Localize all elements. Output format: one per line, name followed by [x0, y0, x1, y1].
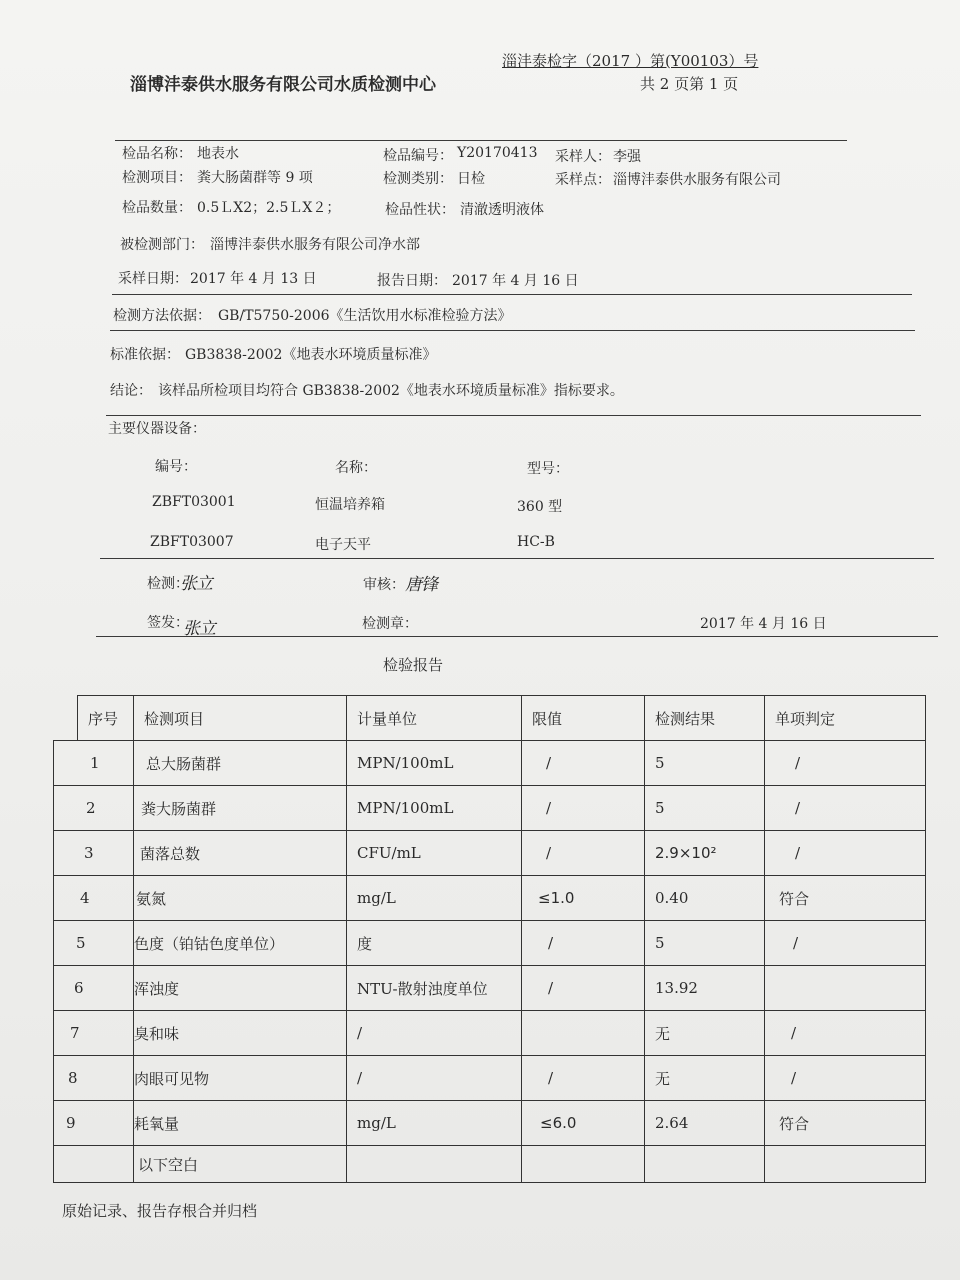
- cell-empty: [765, 1146, 926, 1183]
- table-row: [54, 786, 926, 831]
- divider-6: [96, 636, 938, 637]
- items: 粪大肠菌群等 9 项: [197, 170, 313, 186]
- cell-no: 5: [54, 921, 134, 966]
- cell-limit: [522, 1011, 645, 1056]
- cell-judge: /: [765, 1056, 926, 1101]
- tester-label: 检测：: [147, 576, 189, 592]
- cell-empty: [522, 1146, 645, 1183]
- divider-top: [115, 140, 847, 141]
- cell-no: 7: [54, 1011, 134, 1056]
- cell-item: 粪大肠菌群: [134, 786, 347, 831]
- cell-result: 5: [645, 921, 765, 966]
- divider-4: [106, 415, 921, 416]
- cell-limit: ≤6.0: [522, 1101, 645, 1146]
- cell-result: 0.40: [645, 876, 765, 921]
- test-type: 日检: [457, 171, 485, 187]
- cell-limit: /: [522, 831, 645, 876]
- sample-no-label: 检品编号：: [383, 148, 453, 164]
- method: GB/T5750-2006《生活饮用水标准检验方法》: [218, 308, 512, 324]
- standard: GB3838-2002《地表水环境质量标准》: [185, 347, 437, 363]
- cell-unit: /: [347, 1056, 522, 1101]
- sampling-date: 2017 年 4 月 13 日: [190, 271, 317, 287]
- cell-limit: /: [522, 921, 645, 966]
- equipment-row-no: ZBFT03007: [150, 534, 234, 550]
- sampling-point: 淄博沣泰供水服务有限公司: [613, 172, 781, 188]
- cell-empty: [645, 1146, 765, 1183]
- dept: 淄博沣泰供水服务有限公司净水部: [210, 237, 420, 253]
- cell-item: 氨氮: [134, 876, 347, 921]
- report-date-label: 报告日期：: [377, 273, 447, 289]
- equipment-col-model: 型号：: [527, 461, 569, 477]
- cell-result: 2.64: [645, 1101, 765, 1146]
- tester-signature: 张立: [180, 574, 212, 594]
- reviewer-label: 审核：: [363, 577, 405, 593]
- cell-judge: /: [765, 786, 926, 831]
- sign-date: 2017 年 4 月 16 日: [700, 616, 827, 632]
- cell-unit: MPN/100mL: [347, 786, 522, 831]
- cell-item: 总大肠菌群: [134, 741, 347, 786]
- cell-no: 2: [54, 786, 134, 831]
- report-number: 淄沣泰检字（2017 ）第(Y00103）号: [502, 52, 759, 70]
- issuer-signature: 张立: [183, 619, 215, 639]
- cell-item: 臭和味: [134, 1011, 347, 1056]
- sampler: 李强: [613, 149, 641, 165]
- equipment-col-no: 编号：: [155, 459, 197, 475]
- cell-unit: CFU/mL: [347, 831, 522, 876]
- blank-note: 以下空白: [134, 1146, 347, 1183]
- table-row: [54, 1101, 926, 1146]
- col-header: 限值: [522, 696, 645, 741]
- cell-result: 无: [645, 1056, 765, 1101]
- cell-item: 菌落总数: [134, 831, 347, 876]
- report-date: 2017 年 4 月 16 日: [452, 273, 579, 289]
- table-row: [54, 1011, 926, 1056]
- equipment-row-name: 恒温培养箱: [315, 497, 385, 513]
- cell-limit: /: [522, 1056, 645, 1101]
- cell-unit: MPN/100mL: [347, 741, 522, 786]
- cell-result: 2.9×10²: [645, 831, 765, 876]
- cell-limit: /: [522, 786, 645, 831]
- cell-item: 耗氧量: [134, 1101, 347, 1146]
- col-header: 序号: [78, 696, 134, 741]
- method-label: 检测方法依据：: [113, 308, 211, 324]
- table-row-blank: [54, 1146, 926, 1183]
- cell-judge: /: [765, 741, 926, 786]
- col-header: 计量单位: [347, 696, 522, 741]
- cell-no: 9: [54, 1101, 134, 1146]
- sample-name-label: 检品名称：: [122, 146, 192, 162]
- page-info: 共 2 页第 1 页: [640, 75, 739, 93]
- cell-item: 浑浊度: [134, 966, 347, 1011]
- table-row: [54, 876, 926, 921]
- issuer-label: 签发：: [147, 615, 189, 631]
- conclusion: 该样品所检项目均符合 GB3838-2002《地表水环境质量标准》指标要求。: [158, 383, 624, 399]
- cell-item: 色度（铂钴色度单位）: [134, 921, 347, 966]
- equipment-row-no: ZBFT03001: [152, 494, 236, 510]
- cell-result: 无: [645, 1011, 765, 1056]
- table-header-row: [54, 696, 926, 741]
- cell-unit: 度: [347, 921, 522, 966]
- table-row: [54, 966, 926, 1011]
- report-title: 检验报告: [383, 656, 444, 674]
- cell-no: 6: [54, 966, 134, 1011]
- cell-judge: /: [765, 1011, 926, 1056]
- stamp-label: 检测章：: [362, 616, 418, 632]
- divider-5: [100, 558, 934, 559]
- sampler-label: 采样人：: [555, 149, 611, 165]
- quantity: 0.5ＬX2；2.5ＬX２；: [197, 200, 341, 216]
- dept-label: 被检测部门：: [120, 237, 204, 253]
- cell-result: 13.92: [645, 966, 765, 1011]
- cell-no: 8: [54, 1056, 134, 1101]
- table-margin: [54, 696, 78, 741]
- table-row: [54, 921, 926, 966]
- conclusion-label: 结论：: [110, 383, 152, 399]
- cell-judge: /: [765, 921, 926, 966]
- items-label: 检测项目：: [122, 170, 192, 186]
- cell-limit: ≤1.0: [522, 876, 645, 921]
- col-header: 检测项目: [134, 696, 347, 741]
- cell-judge: 符合: [765, 876, 926, 921]
- sampling-point-label: 采样点：: [555, 172, 611, 188]
- cell-limit: /: [522, 741, 645, 786]
- col-header: 检测结果: [645, 696, 765, 741]
- property-label: 检品性状：: [385, 202, 455, 218]
- divider-3: [110, 330, 915, 331]
- cell-no: 4: [54, 876, 134, 921]
- equipment-title: 主要仪器设备：: [108, 421, 206, 437]
- property: 清澈透明液体: [460, 202, 544, 218]
- equipment-col-name: 名称：: [335, 460, 377, 476]
- divider-2: [112, 294, 912, 295]
- sample-no: Y20170413: [457, 145, 538, 161]
- table-row: [54, 831, 926, 876]
- sampling-date-label: 采样日期：: [118, 271, 188, 287]
- cell-no: 3: [54, 831, 134, 876]
- cell-unit: NTU-散射浊度单位: [347, 966, 522, 1011]
- reviewer-signature: 唐锋: [405, 575, 437, 595]
- cell-unit: /: [347, 1011, 522, 1056]
- document-title: 淄博沣泰供水服务有限公司水质检测中心: [130, 75, 436, 95]
- equipment-row-name: 电子天平: [315, 537, 371, 553]
- cell-limit: /: [522, 966, 645, 1011]
- cell-no: 1: [54, 741, 134, 786]
- cell-unit: mg/L: [347, 876, 522, 921]
- quantity-label: 检品数量：: [122, 200, 192, 216]
- equipment-row-model: 360 型: [517, 499, 563, 515]
- cell-item: 肉眼可见物: [134, 1056, 347, 1101]
- standard-label: 标准依据：: [110, 347, 180, 363]
- footer-note: 原始记录、报告存根合并归档: [62, 1202, 258, 1220]
- cell-judge: /: [765, 831, 926, 876]
- equipment-row-model: HC-B: [517, 534, 555, 550]
- cell-no: [54, 1146, 134, 1183]
- table-row: [54, 741, 926, 786]
- cell-judge: [765, 966, 926, 1011]
- report-table: [53, 695, 926, 1183]
- cell-empty: [347, 1146, 522, 1183]
- table-row: [54, 1056, 926, 1101]
- sample-name: 地表水: [197, 146, 239, 162]
- cell-judge: 符合: [765, 1101, 926, 1146]
- test-type-label: 检测类别：: [383, 171, 453, 187]
- cell-result: 5: [645, 741, 765, 786]
- cell-unit: mg/L: [347, 1101, 522, 1146]
- col-header: 单项判定: [765, 696, 926, 741]
- cell-result: 5: [645, 786, 765, 831]
